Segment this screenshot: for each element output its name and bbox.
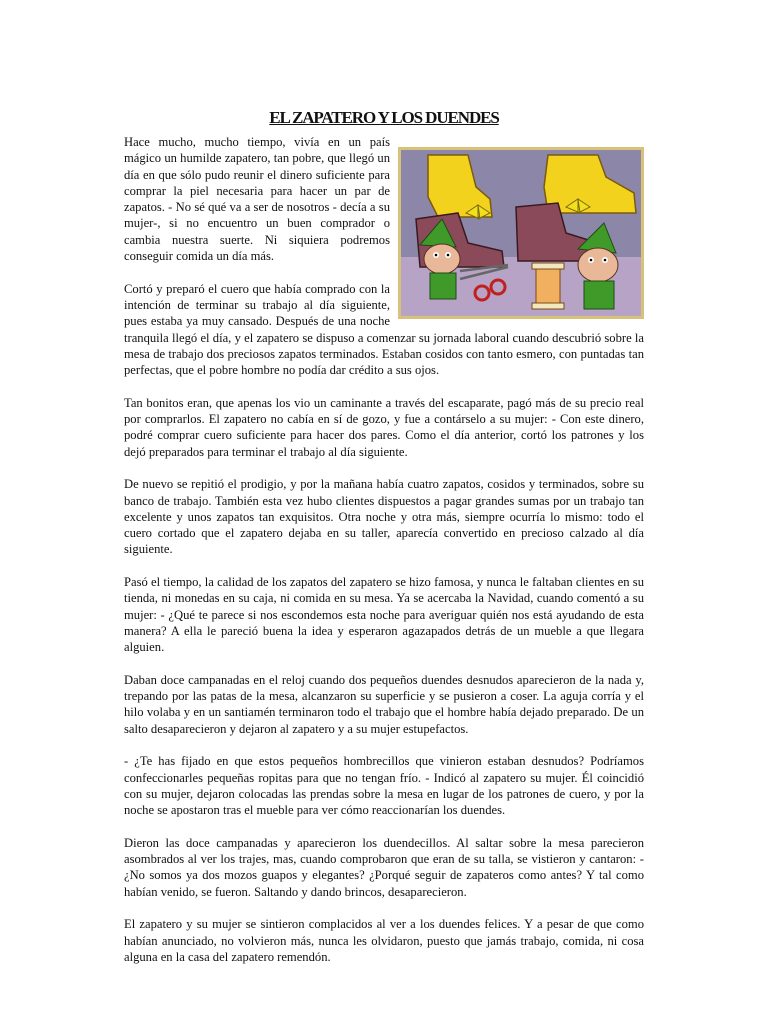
paragraph-8: Dieron las doce campanadas y aparecieron los duendecillos. Al saltar sobre la mesa parecieron asombrados al ver los trajes, mas, cuando comprobaron que eran de su talla, se vistieron y cantaron: - ¿No somos ya dos mozos guapos y elegantes? ¿Porqué seguir de zapateros como antes? Y tal como habían venido, se fueron. Saltando y dando brincos, desaparecieron.	[124, 835, 644, 899]
story-title: EL ZAPATERO Y LOS DUENDES	[269, 108, 499, 127]
story-body	[124, 134, 644, 981]
paragraph-1	[124, 134, 644, 264]
paragraph-2: Cortó y preparó el cuero que había comprado con la intención de terminar su trabajo al día siguiente, pues estaba ya muy cansado. Después de una noche tranquila llegó el día, y el zapatero se dispuso a comenzar su jornada laboral cuando descubrió sobre la mesa de trabajo dos preciosos zapatos terminados. Estaban cosidos con tanto esmero, con puntadas tan perfectas, que el pobre hombre no podía dar crédito a sus ojos.	[124, 281, 644, 378]
paragraph-9: El zapatero y su mujer se sintieron complacidos al ver a los duendes felices. Y a pesar de que como habían anunciado, no volvieron más, nunca les olvidaron, puesto que jamás trabajo, comida, ni cosa alguna en la casa del zapatero remendón.	[124, 917, 644, 964]
paragraph-5: Pasó el tiempo, la calidad de los zapatos del zapatero se hizo famosa, y nunca le faltaban clientes en su tienda, ni monedas en su caja, ni comida en su mesa. Ya se acercaba la Navidad, cuando comentó a su mujer: - ¿Qué te parece si nos escondemos esta noche para averiguar quién nos está ayudando de esta manera? A ella le pareció buena la idea y esperaron agazapados detrás de un mueble a que llegara alguien.	[124, 575, 644, 655]
paragraph-3: Tan bonitos eran, que apenas los vio un caminante a través del escaparate, pagó más de su precio real por comprarlos. El zapatero no cabía en sí de gozo, y fue a contárselo a su mujer: - Con este dinero, podré comprar cuero suficiente para hacer dos pares. Como el día anterior, cortó los patrones y los dejó preparados para terminar el trabajo al día siguiente.	[124, 395, 644, 459]
elves-and-shoes-illustration	[398, 147, 644, 319]
paragraph-4: De nuevo se repitió el prodigio, y por la mañana había cuatro zapatos, cosidos y terminados, sobre su banco de trabajo. También esta vez hubo clientes dispuestos a pagar grandes sumas por un trabajo tan excelente y unos zapatos tan exquisitos. Otra noche y otra más, siempre ocurría lo mismo: todo el cuero cortado que el zapatero dejaba en su taller, aparecía convertido en precioso calzado al día siguiente.	[124, 477, 644, 557]
paragraph-7: - ¿Te has fijado en que estos pequeños hombrecillos que vinieron estaban desnudos? Podríamos confeccionarles pequeñas ropitas para que no tengan frío. - Indicó al zapatero su mujer. Él coincidió con su mujer, dejaron colocadas las prendas sobre la mesa en lugar de los patrones de cuero, y por la noche se apostaron tras el mueble para ver cómo reaccionarían los duendes.	[124, 754, 644, 818]
paragraph-1-text: Hace mucho, mucho tiempo, vivía en un país mágico un humilde zapatero, tan pobre, que llegó un día en que sólo pudo reunir el dinero suficiente para comprar la piel necesaria para hacer un par de zapatos. - No sé qué va a ser de nosotros - decía a su mujer-, si no encuentro un buen comprador o cambia nuestra suerte. Ni siquiera podremos conseguir comida un día más.	[124, 135, 390, 264]
paragraph-6: Daban doce campanadas en el reloj cuando dos pequeños duendes desnudos aparecieron de la nada y, trepando por las patas de la mesa, alcanzaron su superficie y se pusieron a coser. La aguja corría y el hilo volaba y en un santiamén terminaron todo el trabajo que el hombre había dejado preparado. De un salto desaparecieron y dejaron al zapatero y a su mujer estupefactos.	[124, 672, 644, 736]
